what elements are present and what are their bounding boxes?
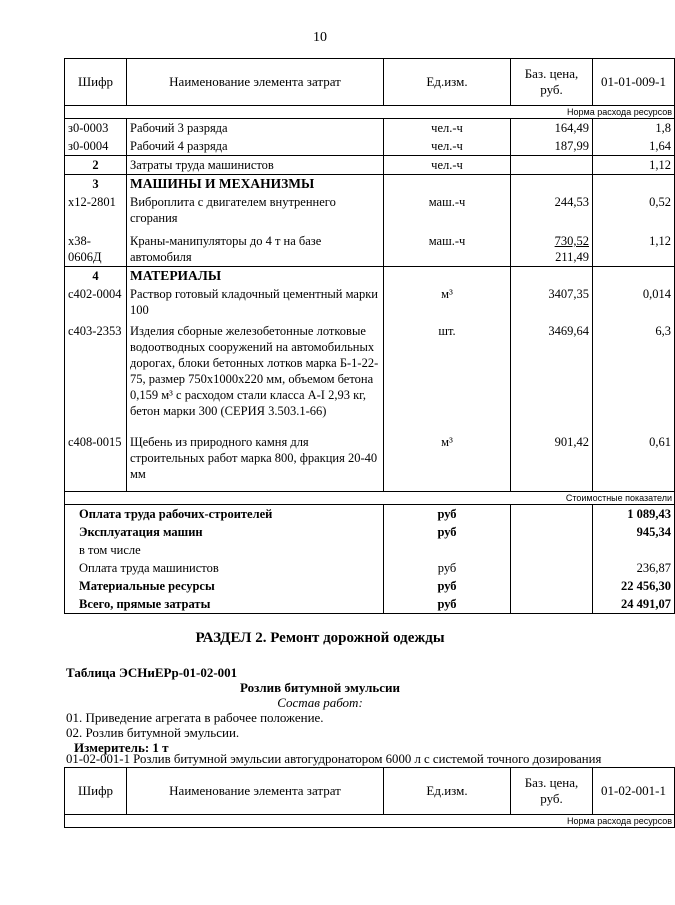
table-row: х12-2801 Виброплита с двигателем внутреннего сгорания маш.-ч 244,53 0,52 (65, 193, 675, 227)
summary-row: Оплата труда машинистов руб 236,87 (65, 559, 675, 577)
table-row: с402-0004 Раствор готовый кладочный цементный марки 100 м³ 3407,35 0,014 (65, 285, 675, 319)
section-title: РАЗДЕЛ 2. Ремонт дорожной одежды (195, 630, 445, 646)
header-code: Шифр (65, 768, 127, 815)
header-unit: Ед.изм. (384, 59, 511, 106)
resource-table-1 (64, 58, 675, 614)
table-title: Розлив битумной эмульсии (240, 680, 400, 695)
header-price: Баз. цена, руб. (511, 768, 593, 815)
header-code: Шифр (65, 59, 127, 106)
summary-row: Материальные ресурсы руб 22 456,30 (65, 577, 675, 595)
header-name: Наименование элемента затрат (127, 768, 384, 815)
page-number: 10 (313, 30, 327, 45)
section-row-machines: 3 МАШИНЫ И МЕХАНИЗМЫ (65, 175, 675, 194)
resource-table-2 (64, 767, 675, 828)
table-row: х38-0606Д Краны-манипуляторы до 4 т на базе автомобиля маш.-ч 730,52 211,49 1,12 (65, 227, 675, 267)
norm-label: Норма расхода ресурсов (65, 106, 675, 119)
table-header-row (65, 768, 675, 815)
summary-row: в том числе (65, 541, 675, 559)
work-item: 01. Приведение агрегата в рабочее положение. (66, 710, 324, 725)
table-row: з0-0004 Рабочий 4 разряда чел.-ч 187,99 1,64 (65, 137, 675, 156)
works-heading: Состав работ: (277, 695, 363, 710)
item-line: 01-02-001-1 Розлив битумной эмульсии автогудронатором 6000 л с системой точного дозирования (66, 752, 602, 766)
header-unit: Ед.изм. (384, 768, 511, 815)
section-row-materials: 4 МАТЕРИАЛЫ (65, 267, 675, 286)
table-header-row (65, 59, 675, 106)
work-item: 02. Розлив битумной эмульсии. (66, 725, 240, 740)
table-row: с408-0015 Щебень из природного камня для строительных работ марка 800, фракция 20-40 мм м³ 901,42 0,61 (65, 420, 675, 483)
norm-label: Норма расхода ресурсов (65, 815, 675, 828)
table-label: Таблица ЭСНиЕРр-01-02-001 (66, 665, 238, 680)
header-norm-code: 01-02-001-1 (593, 768, 675, 815)
cost-label: Стоимостные показатели (65, 492, 675, 505)
table-row: с403-2353 Изделия сборные железобетонные лотковые водоотводных сооружений на автомобильных дорогах, блоки бетонных лотков марка Б-1-22-75, размер 750х1000х220 мм, объемом бетона 0,159 м³ с расходом стали класса А-I 2,93 кг, бетон марки 300 (СЕРИЯ 3.503.1-66) шт. 3469,64 6,3 (65, 319, 675, 420)
summary-row: Оплата труда рабочих-строителей руб 1 089,43 (65, 505, 675, 524)
table-row: з0-0003 Рабочий 3 разряда чел.-ч 164,49 1,8 (65, 119, 675, 138)
header-price: Баз. цена, руб. (511, 59, 593, 106)
meter: Измеритель: 1 т (74, 740, 169, 755)
table-row: 2 Затраты труда машинистов чел.-ч 1,12 (65, 156, 675, 175)
header-norm-code: 01-01-009-1 (593, 59, 675, 106)
summary-row: Эксплуатация машин руб 945,34 (65, 523, 675, 541)
summary-row: Всего, прямые затраты руб 24 491,07 (65, 595, 675, 614)
header-name: Наименование элемента затрат (127, 59, 384, 106)
